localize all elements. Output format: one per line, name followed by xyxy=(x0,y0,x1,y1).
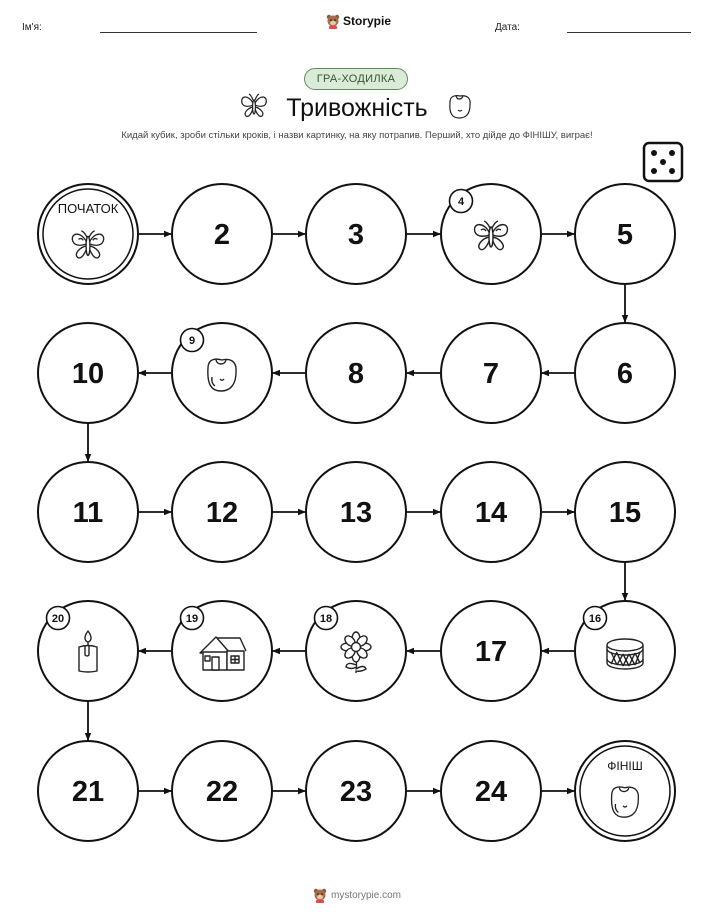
drum-icon xyxy=(607,639,643,669)
board-cell-8 xyxy=(306,323,406,423)
name-label: Ім'я: xyxy=(22,22,42,33)
board-cell-18 xyxy=(306,601,406,701)
cell-number-badge-text: 4 xyxy=(457,196,465,208)
stomach-icon xyxy=(208,359,236,391)
date-label: Дата: xyxy=(495,22,520,33)
cell-number: 2 xyxy=(213,219,231,251)
cell-number: 12 xyxy=(205,497,239,529)
board-cell-16 xyxy=(575,601,675,701)
cell-number-badge-text: 9 xyxy=(188,335,196,347)
start-cell xyxy=(38,184,138,284)
board-cell-24 xyxy=(441,741,541,841)
bear-icon xyxy=(313,887,327,903)
cell-number: 7 xyxy=(482,358,500,390)
board-cell-20 xyxy=(38,601,138,701)
board-cell-2 xyxy=(172,184,272,284)
cell-number: 17 xyxy=(474,636,508,668)
board-cell-23 xyxy=(306,741,406,841)
cell-number: 5 xyxy=(616,219,634,251)
cell-number: 8 xyxy=(347,358,365,390)
cell-number-badge-text: 19 xyxy=(185,613,199,625)
finish-cell xyxy=(575,741,675,841)
board-cell-12 xyxy=(172,462,272,562)
board-cell-21 xyxy=(38,741,138,841)
cell-number-badge-text: 16 xyxy=(588,613,602,625)
board-cell-4 xyxy=(441,184,541,284)
cell-number: 3 xyxy=(347,219,365,251)
finish-label: ФІНІШ xyxy=(607,759,643,773)
start-label: ПОЧАТОК xyxy=(57,201,119,216)
cell-number: 24 xyxy=(474,776,508,808)
game-type-badge: ГРА-ХОДИЛКА xyxy=(304,68,408,90)
board-cell-13 xyxy=(306,462,406,562)
cell-number-badge-text: 18 xyxy=(319,613,333,625)
page-title: Тривожність xyxy=(286,94,428,122)
board-cell-9 xyxy=(172,323,272,423)
cell-number: 11 xyxy=(72,497,104,529)
board-cell-11 xyxy=(38,462,138,562)
board-cell-7 xyxy=(441,323,541,423)
instructions: Кидай кубик, зроби стільки кроків, і назви картинку, на яку потрапив. Перший, хто дійде до ФІНІШУ, виграє! xyxy=(121,130,593,141)
brand-name: Storypie xyxy=(343,14,392,28)
board-cell-6 xyxy=(575,323,675,423)
stomach-icon xyxy=(612,787,639,817)
cell-number: 6 xyxy=(616,358,634,390)
board-cell-14 xyxy=(441,462,541,562)
cell-number: 15 xyxy=(608,497,642,529)
cell-number: 14 xyxy=(474,497,508,529)
cell-number: 21 xyxy=(71,776,105,808)
cell-number-badge-text: 20 xyxy=(51,613,65,625)
footer-site: mystorypie.com xyxy=(330,889,401,901)
board-cell-10 xyxy=(38,323,138,423)
board-cell-22 xyxy=(172,741,272,841)
board-cell-17 xyxy=(441,601,541,701)
footer xyxy=(0,887,714,903)
board-cell-3 xyxy=(306,184,406,284)
cell-number: 23 xyxy=(339,776,373,808)
cell-number: 10 xyxy=(71,358,105,390)
board-cell-19 xyxy=(172,601,272,701)
dice-icon xyxy=(644,143,682,181)
board-cell-15 xyxy=(575,462,675,562)
board-cell-5 xyxy=(575,184,675,284)
cell-number: 22 xyxy=(205,776,239,808)
cell-number: 13 xyxy=(339,497,373,529)
